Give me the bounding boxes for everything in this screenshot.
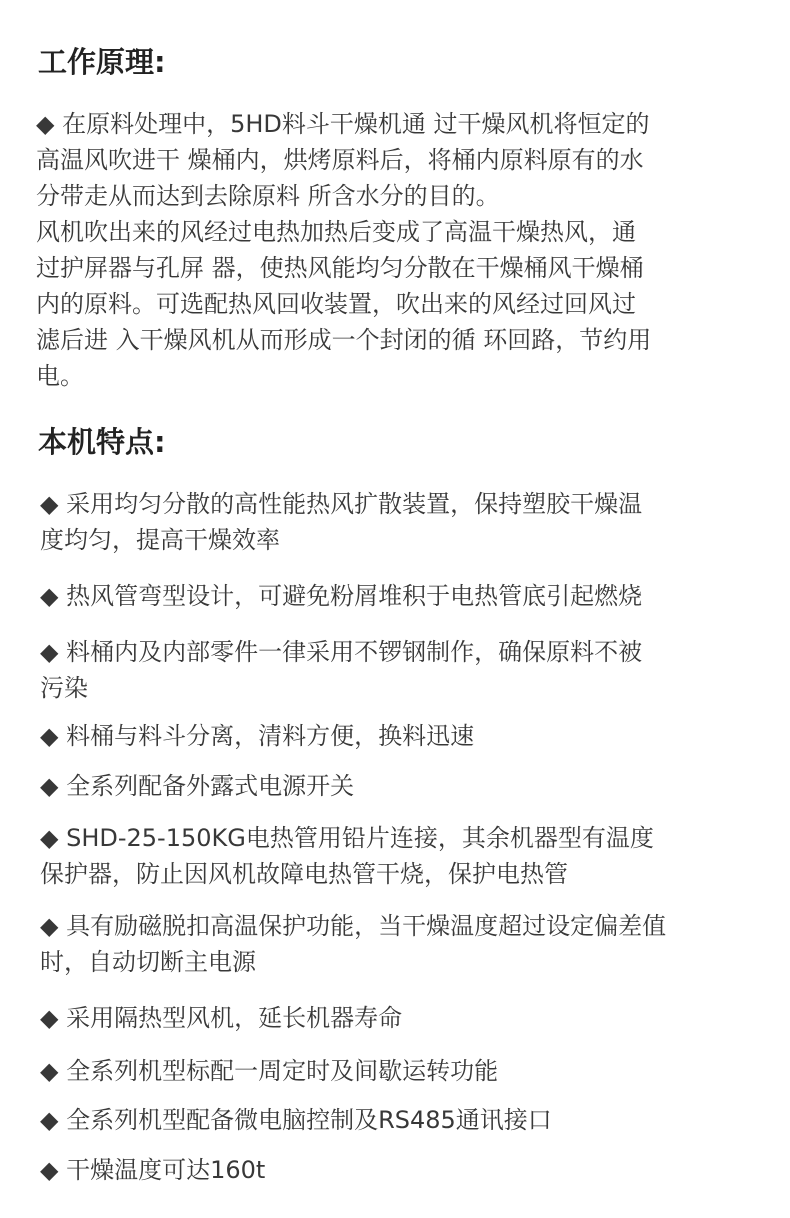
feature-line: 保护器，防止因风机故障电热管干烧，保护电热管 bbox=[40, 860, 568, 888]
feature-item bbox=[40, 908, 785, 980]
feature-line: ◆ 全系列配备外露式电源开关 bbox=[40, 772, 355, 800]
feature-item bbox=[40, 1152, 785, 1188]
feature-line: ◆ SHD-25-150KG电热管用铅片连接，其余机器型有温度 bbox=[40, 824, 654, 852]
feature-item bbox=[40, 820, 785, 892]
feature-line: ◆ 全系列机型标配一周定时及间歇运转功能 bbox=[40, 1057, 499, 1085]
feature-line: ◆ 全系列机型配备微电脑控制及RS485通讯接口 bbox=[40, 1106, 552, 1134]
feature-line: ◆ 干燥温度可达160t bbox=[40, 1156, 266, 1184]
feature-item bbox=[40, 768, 785, 804]
feature-line: 时，自动切断主电源 bbox=[40, 948, 256, 976]
feature-line: 污染 bbox=[40, 674, 88, 702]
principle-line: 高温风吹进干 燥桶内，烘烤原料后，将桶内原料原有的水 bbox=[36, 146, 644, 174]
principle-paragraph bbox=[36, 106, 781, 394]
feature-line: ◆ 料桶与料斗分离，清料方便，换料迅速 bbox=[40, 722, 475, 750]
feature-line: ◆ 热风管弯型设计，可避免粉屑堆积于电热管底引起燃烧 bbox=[40, 582, 643, 610]
feature-item bbox=[40, 1000, 785, 1036]
principle-line: 滤后进 入干燥风机从而形成一个封闭的循 环回路，节约用 bbox=[36, 326, 652, 354]
principle-heading: 工作原理: bbox=[38, 45, 166, 79]
feature-item bbox=[40, 578, 785, 614]
feature-line: 度均匀，提高干燥效率 bbox=[40, 526, 280, 554]
feature-line: ◆ 料桶内及内部零件一律采用不锣钢制作，确保原料不被 bbox=[40, 638, 643, 666]
principle-line: ◆ 在原料处理中，5HD料斗干燥机通 过干燥风机将恒定的 bbox=[36, 110, 650, 138]
feature-item bbox=[40, 486, 785, 558]
feature-item bbox=[40, 1053, 785, 1089]
principle-line: 过护屏器与孔屏 器，使热风能均匀分散在干燥桶风干燥桶 bbox=[36, 254, 644, 282]
feature-line: ◆ 采用隔热型风机，延长机器寿命 bbox=[40, 1004, 403, 1032]
principle-line: 电。 bbox=[36, 362, 84, 390]
feature-line: ◆ 采用均匀分散的高性能热风扩散装置，保持塑胶干燥温 bbox=[40, 490, 643, 518]
principle-line: 分带走从而达到去除原料 所含水分的目的。 bbox=[36, 182, 500, 210]
principle-line: 风机吹出来的风经过电热加热后变成了高温干燥热风，通 bbox=[36, 218, 636, 246]
feature-line: ◆ 具有励磁脱扣高温保护功能，当干燥温度超过设定偏差值 bbox=[40, 912, 667, 940]
features-heading: 本机特点: bbox=[38, 425, 166, 459]
principle-line: 内的原料。可选配热风回收装置，吹出来的风经过回风过 bbox=[36, 290, 636, 318]
feature-item bbox=[40, 1102, 785, 1138]
feature-item bbox=[40, 718, 785, 754]
feature-item bbox=[40, 634, 785, 706]
